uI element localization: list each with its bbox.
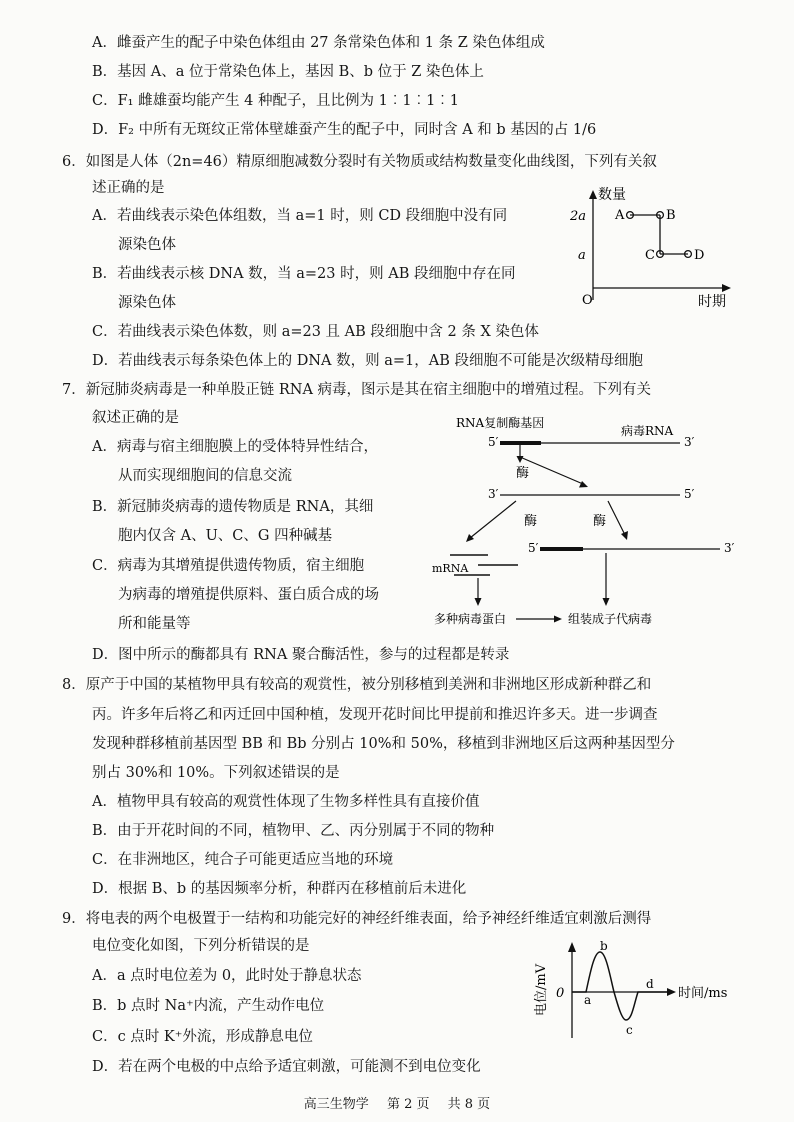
- q9-option-d: D．若在两个电极的中点给予适宜刺激，可能测不到电位变化: [92, 1059, 481, 1075]
- q9-option-c: C．c 点时 K⁺外流，形成静息电位: [92, 1029, 313, 1045]
- q6-option-b-cont: 源染色体: [118, 295, 176, 311]
- q7-proteins-label: 多种病毒蛋白: [434, 612, 507, 626]
- q6-graph-point-a: A: [615, 208, 625, 223]
- q7-stem-line1: 7．新冠肺炎病毒是一种单股正链 RNA 病毒，图示是其在宿主细胞中的增殖过程。下列有关: [62, 382, 652, 398]
- footer-page-number: 第 2 页: [386, 1097, 430, 1112]
- q6-graph-point-b: B: [666, 208, 676, 223]
- q7-option-c-cont1: 为病毒的增殖提供原料、蛋白质合成的场: [118, 587, 379, 603]
- q6-option-a-cont: 源染色体: [118, 237, 176, 253]
- q8-stem-line2: 丙。许多年后将乙和丙迁回中国种植，发现开花时间比甲提前和推迟许多天。进一步调查: [92, 707, 658, 723]
- q6-option-d: D．若曲线表示每条染色体上的 DNA 数，则 a=1，AB 段细胞不可能是次级精母细胞: [92, 353, 643, 369]
- q7-option-b-cont: 胞内仅含 A、U、C、G 四种碱基: [118, 528, 333, 544]
- q7-option-c: C．病毒为其增殖提供遗传物质，宿主细胞: [92, 558, 365, 574]
- q9-graph-origin: 0: [556, 986, 565, 1001]
- q9-stem-line2: 电位变化如图，下列分析错误的是: [92, 938, 310, 954]
- q6-stem-line2: 述正确的是: [92, 180, 165, 196]
- q9-graph-xlabel: 时间/ms: [678, 986, 728, 1001]
- q7-three-prime-top: 3′: [684, 435, 695, 449]
- page-footer: [0, 1093, 794, 1112]
- q9-graph-ylabel: 电位/mV: [534, 963, 549, 1016]
- q9-option-a: A．a 点时电位差为 0，此时处于静息状态: [92, 968, 362, 984]
- q7-three-prime-bottom: 3′: [724, 541, 735, 555]
- q7-five-prime-bottom: 5′: [528, 541, 539, 555]
- q6-graph-point-c: C: [645, 248, 655, 263]
- q7-virus-rna-label: 病毒RNA: [621, 424, 674, 438]
- q6-option-a: A．若曲线表示染色体组数，当 a=1 时，则 CD 段细胞中没有同: [92, 208, 508, 224]
- q7-virus-replication-diagram: [428, 410, 758, 635]
- q5-option-d: D．F₂ 中所有无斑纹正常体壁雄蚕产生的配子中，同时含 A 和 b 基因的占 1/6: [92, 122, 597, 138]
- q9-graph-point-a: a: [584, 993, 592, 1007]
- q7-three-prime-mid: 3′: [488, 487, 499, 501]
- q8-option-b: B．由于开花时间的不同，植物甲、乙、丙分别属于不同的物种: [92, 823, 495, 839]
- q6-graph-xlabel: 时期: [698, 294, 726, 308]
- q7-five-prime-top: 5′: [488, 435, 499, 449]
- q7-option-a-cont: 从而实现细胞间的信息交流: [118, 468, 292, 484]
- q6-graph-tick-2a: 2a: [570, 209, 587, 224]
- footer-total-pages: 共 8 页: [447, 1097, 491, 1112]
- q7-gene-label: RNA复制酶基因: [456, 416, 545, 430]
- q6-option-b: B．若曲线表示核 DNA 数，当 a=23 时，则 AB 段细胞中存在同: [92, 266, 516, 282]
- q7-enzyme-1: 酶: [516, 466, 530, 481]
- q6-chromosome-graph: [560, 182, 732, 308]
- q5-option-a: A．雌蚕产生的配子中染色体组由 27 条常染色体和 1 条 Z 染色体组成: [92, 35, 545, 51]
- q8-option-d: D．根据 B、b 的基因频率分析，种群丙在移植前后未进化: [92, 881, 467, 897]
- q7-option-c-cont2: 所和能量等: [118, 616, 191, 632]
- q5-option-b: B．基因 A、a 位于常染色体上，基因 B、b 位于 Z 染色体上: [92, 64, 484, 80]
- q7-enzyme-2: 酶: [524, 514, 538, 529]
- q9-option-b: B．b 点时 Na⁺内流，产生动作电位: [92, 998, 325, 1014]
- q8-option-c: C．在非洲地区，纯合子可能更适应当地的环境: [92, 852, 394, 868]
- q9-potential-graph: [528, 934, 748, 1044]
- q7-five-prime-mid: 5′: [684, 487, 695, 501]
- q5-option-c: C．F₁ 雌雄蚕均能产生 4 种配子，且比例为 1︰1︰1︰1: [92, 93, 460, 109]
- footer-subject: 高三生物学: [303, 1097, 369, 1112]
- q6-graph-tick-a: a: [578, 248, 586, 263]
- q6-graph-ylabel: 数量: [598, 187, 626, 203]
- q7-mrna-label: mRNA: [432, 562, 469, 575]
- q8-stem-line1: 8．原产于中国的某植物甲具有较高的观赏性，被分别移植到美洲和非洲地区形成新种群乙和: [62, 677, 652, 693]
- q7-option-b: B．新冠肺炎病毒的遗传物质是 RNA，其细: [92, 499, 374, 515]
- q6-graph-origin: O: [582, 293, 593, 308]
- q9-graph-point-d: d: [646, 977, 654, 991]
- q6-stem-line1: 6．如图是人体（2n=46）精原细胞减数分裂时有关物质或结构数量变化曲线图，下列有关叙: [62, 154, 657, 170]
- q7-option-d: D．图中所示的酶都具有 RNA 聚合酶活性，参与的过程都是转录: [92, 647, 510, 663]
- q9-graph-point-b: b: [600, 939, 608, 953]
- q7-stem-line2: 叙述正确的是: [92, 410, 179, 426]
- q9-graph-point-c: c: [626, 1023, 633, 1037]
- q8-stem-line3: 发现种群移植前基因型 BB 和 Bb 分别占 10%和 50%，移植到非洲地区后这两种基因型分: [92, 736, 675, 752]
- q7-assemble-label: 组装成子代病毒: [568, 612, 653, 626]
- q7-option-a: A．病毒与宿主细胞膜上的受体特异性结合，: [92, 439, 378, 455]
- q7-enzyme-3: 酶: [593, 514, 607, 529]
- q6-graph-point-d: D: [694, 248, 705, 263]
- q6-option-c: C．若曲线表示染色体数，则 a=23 且 AB 段细胞中含 2 条 X 染色体: [92, 324, 539, 340]
- q8-option-a: A．植物甲具有较高的观赏性体现了生物多样性具有直接价值: [92, 794, 480, 810]
- q8-stem-line4: 别占 30%和 10%。下列叙述错误的是: [92, 765, 340, 781]
- q9-stem-line1: 9．将电表的两个电极置于一结构和功能完好的神经纤维表面，给予神经纤维适宜刺激后测得: [62, 911, 652, 927]
